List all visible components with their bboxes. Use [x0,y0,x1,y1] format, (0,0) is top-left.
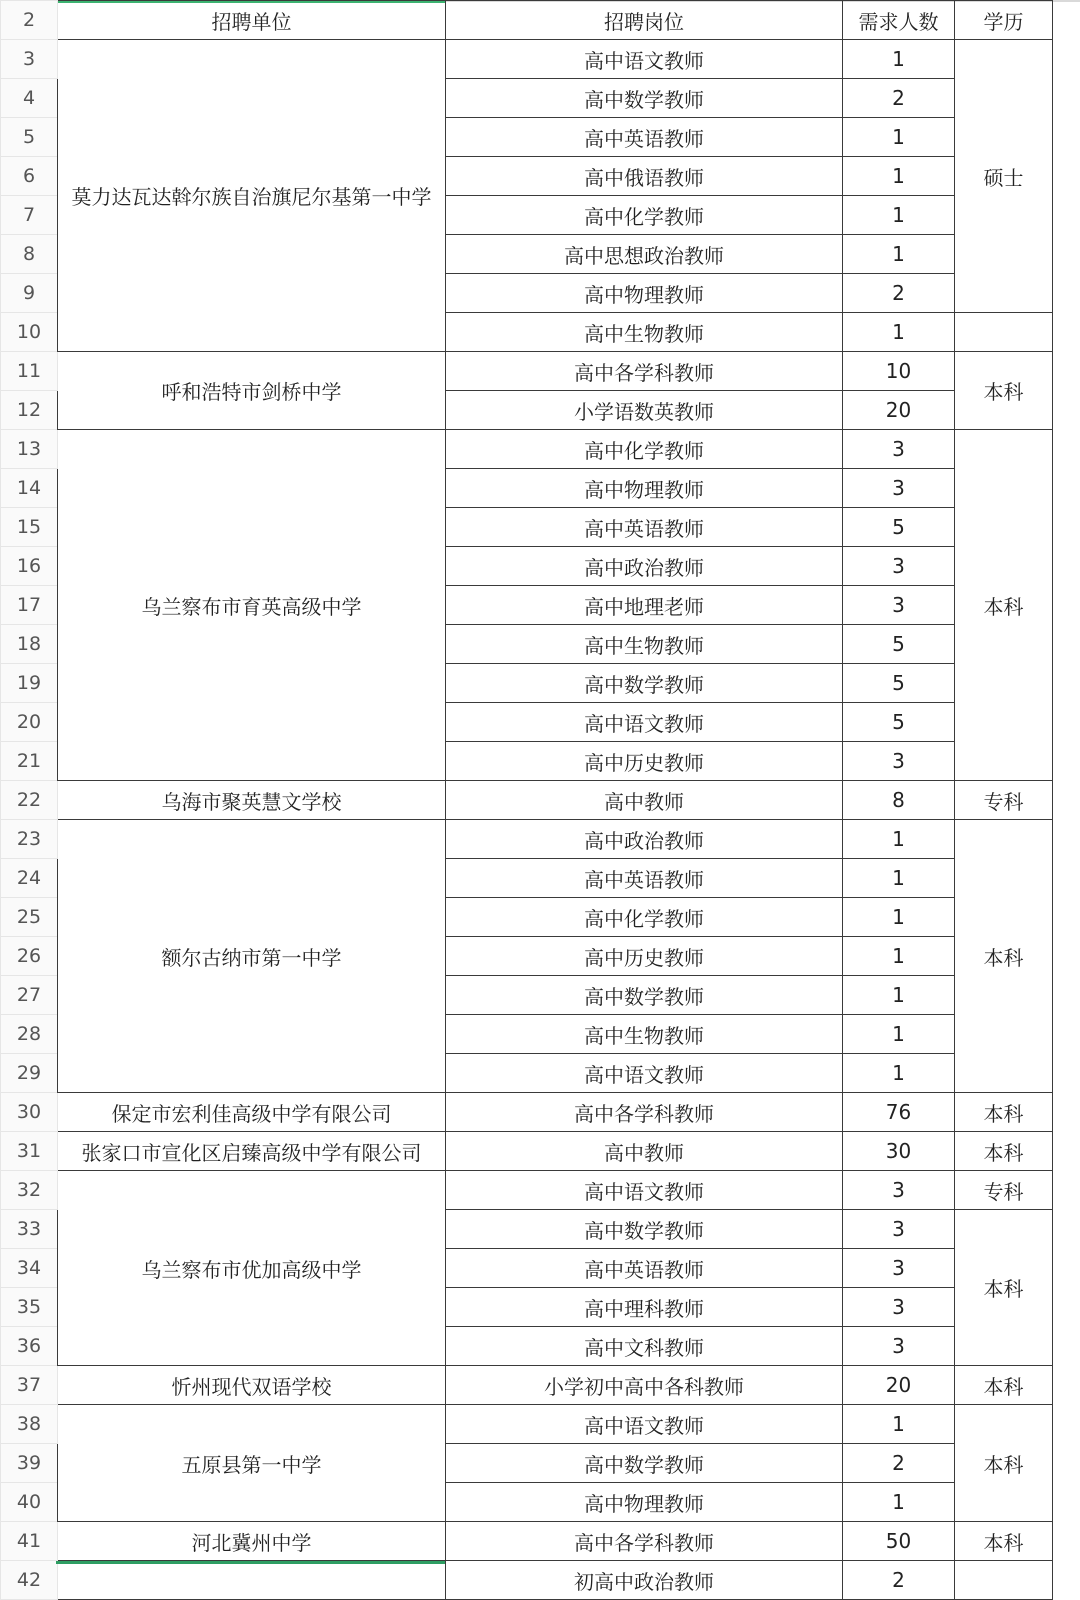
cell-count[interactable]: 1 [843,313,955,352]
cell-post[interactable]: 高中数学教师 [446,1444,843,1483]
cell-count[interactable]: 76 [843,1093,955,1132]
row-number[interactable]: 24 [1,859,58,898]
table-row [1,1561,1053,1600]
cell-post[interactable]: 高中历史教师 [446,742,843,781]
row-number[interactable]: 5 [1,118,58,157]
cell-edu[interactable]: 本科 [955,1093,1053,1132]
cell-count[interactable]: 10 [843,352,955,391]
table-row [1,781,1053,820]
cell-edu[interactable]: 专科 [955,781,1053,820]
cell-count[interactable]: 1 [843,859,955,898]
cell-post[interactable]: 高中各学科教师 [446,1522,843,1561]
cell-post[interactable]: 高中文科教师 [446,1327,843,1366]
cell-count[interactable]: 1 [843,1015,955,1054]
row-number[interactable]: 21 [1,742,58,781]
cell-count[interactable]: 3 [843,1249,955,1288]
cell-post[interactable]: 高中数学教师 [446,1210,843,1249]
cell-post[interactable]: 高中物理教师 [446,1483,843,1522]
cell-post[interactable]: 高中历史教师 [446,937,843,976]
cell-post[interactable]: 高中化学教师 [446,196,843,235]
cell-edu[interactable] [955,1561,1053,1600]
cell-unit[interactable]: 乌海市聚英慧文学校 [58,781,446,820]
row-number[interactable]: 18 [1,625,58,664]
row-number[interactable]: 34 [1,1249,58,1288]
cell-edu[interactable]: 本科 [955,352,1053,430]
cell-count[interactable]: 20 [843,391,955,430]
row-number[interactable]: 23 [1,820,58,859]
row-number[interactable]: 32 [1,1171,58,1210]
cell-count[interactable]: 1 [843,976,955,1015]
cell-count[interactable]: 1 [843,235,955,274]
table-row [1,1405,1053,1444]
cell-count[interactable]: 2 [843,1444,955,1483]
row-number[interactable]: 7 [1,196,58,235]
cell-post[interactable]: 高中思想政治教师 [446,235,843,274]
cell-post[interactable]: 高中政治教师 [446,820,843,859]
cell-count[interactable]: 5 [843,508,955,547]
table-row [1,1366,1053,1405]
cell-unit[interactable]: 五原县第一中学 [58,1405,446,1522]
row-number[interactable]: 36 [1,1327,58,1366]
cell-post[interactable]: 高中英语教师 [446,1249,843,1288]
cell-post[interactable]: 高中各学科教师 [446,1093,843,1132]
cell-count[interactable]: 3 [843,469,955,508]
cell-post[interactable]: 高中数学教师 [446,664,843,703]
cell-post[interactable]: 高中数学教师 [446,976,843,1015]
cell-count[interactable]: 5 [843,703,955,742]
row-number[interactable]: 6 [1,157,58,196]
cell-count[interactable]: 1 [843,40,955,79]
cell-post[interactable]: 高中各学科教师 [446,352,843,391]
cell-post[interactable]: 高中语文教师 [446,1171,843,1210]
table-row [1,820,1053,859]
row-number[interactable]: 2 [1,1,58,40]
row-number[interactable]: 39 [1,1444,58,1483]
row-number[interactable]: 20 [1,703,58,742]
cell-post[interactable]: 高中英语教师 [446,859,843,898]
cell-count[interactable]: 3 [843,742,955,781]
cell-unit[interactable]: 保定市宏利佳高级中学有限公司 [58,1093,446,1132]
cell-edu[interactable]: 本科 [955,820,1053,1093]
cell-count[interactable]: 2 [843,274,955,313]
row-number[interactable]: 33 [1,1210,58,1249]
cell-unit[interactable]: 莫力达瓦达斡尔族自治旗尼尔基第一中学 [58,40,446,352]
row-number[interactable]: 22 [1,781,58,820]
cell-post[interactable]: 高中生物教师 [446,1015,843,1054]
row-number[interactable]: 9 [1,274,58,313]
cell-unit[interactable] [58,1561,446,1600]
row-number[interactable]: 42 [1,1561,58,1600]
cell-edu[interactable]: 本科 [955,1132,1053,1171]
cell-count[interactable]: 1 [843,898,955,937]
cell-post[interactable]: 高中语文教师 [446,40,843,79]
cell-post[interactable]: 高中语文教师 [446,703,843,742]
cell-count[interactable]: 8 [843,781,955,820]
cell-post[interactable]: 高中英语教师 [446,508,843,547]
cell-post[interactable]: 高中教师 [446,781,843,820]
cell-post[interactable]: 小学语数英教师 [446,391,843,430]
cell-post[interactable]: 高中地理老师 [446,586,843,625]
cell-post[interactable]: 高中教师 [446,1132,843,1171]
cell-count[interactable]: 5 [843,625,955,664]
row-number[interactable]: 29 [1,1054,58,1093]
table-row [1,1093,1053,1132]
row-number[interactable]: 13 [1,430,58,469]
cell-unit[interactable]: 乌兰察布市育英高级中学 [58,430,446,781]
cell-count[interactable]: 1 [843,820,955,859]
table-row [1,1132,1053,1171]
row-number[interactable]: 14 [1,469,58,508]
cell-edu[interactable]: 本科 [955,1210,1053,1366]
cell-post[interactable]: 高中数学教师 [446,79,843,118]
row-number[interactable]: 15 [1,508,58,547]
cell-post[interactable]: 高中化学教师 [446,430,843,469]
header-cell-count[interactable]: 需求人数 [843,1,955,40]
table-row [1,1171,1053,1210]
cell-count[interactable]: 1 [843,1483,955,1522]
cell-post[interactable]: 高中理科教师 [446,1288,843,1327]
cell-post[interactable]: 高中语文教师 [446,1405,843,1444]
table-row [1,1522,1053,1561]
row-number[interactable]: 10 [1,313,58,352]
table-row [1,430,1053,469]
cell-count[interactable]: 3 [843,1210,955,1249]
cell-unit[interactable]: 张家口市宣化区启臻高级中学有限公司 [58,1132,446,1171]
table-row [1,352,1053,391]
row-number[interactable]: 38 [1,1405,58,1444]
row-number[interactable]: 31 [1,1132,58,1171]
cell-edu[interactable]: 本科 [955,1405,1053,1522]
cell-post[interactable]: 高中生物教师 [446,313,843,352]
cell-edu[interactable]: 本科 [955,430,1053,781]
row-number[interactable]: 8 [1,235,58,274]
row-number[interactable]: 35 [1,1288,58,1327]
header-row [1,1,1053,40]
cell-count[interactable]: 1 [843,1405,955,1444]
table-row [1,40,1053,79]
cell-unit[interactable]: 乌兰察布市优加高级中学 [58,1171,446,1366]
header-cell-post[interactable]: 招聘岗位 [446,1,843,40]
cell-post[interactable]: 高中物理教师 [446,274,843,313]
cell-post[interactable]: 高中化学教师 [446,898,843,937]
cell-count[interactable]: 1 [843,196,955,235]
cell-post[interactable]: 高中生物教师 [446,625,843,664]
cell-count[interactable]: 3 [843,430,955,469]
cell-count[interactable]: 3 [843,1288,955,1327]
header-cell-unit[interactable]: 招聘单位 [58,1,446,40]
cell-count[interactable]: 1 [843,118,955,157]
row-number[interactable]: 37 [1,1366,58,1405]
cell-count[interactable]: 1 [843,937,955,976]
row-number[interactable]: 27 [1,976,58,1015]
cell-unit[interactable]: 额尔古纳市第一中学 [58,820,446,1093]
cell-post[interactable]: 高中英语教师 [446,118,843,157]
row-number[interactable]: 11 [1,352,58,391]
row-number[interactable]: 16 [1,547,58,586]
cell-unit[interactable]: 河北冀州中学 [58,1522,446,1561]
header-cell-edu[interactable]: 学历 [955,1,1053,40]
cell-unit[interactable]: 呼和浩特市剑桥中学 [58,352,446,430]
cell-count[interactable]: 20 [843,1366,955,1405]
cell-post[interactable]: 高中政治教师 [446,547,843,586]
cell-count[interactable]: 50 [843,1522,955,1561]
row-number[interactable]: 4 [1,79,58,118]
cell-edu[interactable]: 本科 [955,1522,1053,1561]
cell-post[interactable]: 小学初中高中各科教师 [446,1366,843,1405]
cell-edu[interactable]: 专科 [955,1171,1053,1210]
row-number[interactable]: 3 [1,40,58,79]
cell-count[interactable]: 1 [843,157,955,196]
cell-post[interactable]: 高中物理教师 [446,469,843,508]
cell-count[interactable]: 3 [843,1327,955,1366]
cell-count[interactable]: 3 [843,1171,955,1210]
selection-border-bottom [56,1561,445,1564]
cell-count[interactable]: 2 [843,79,955,118]
cell-edu[interactable]: 硕士 [955,40,1053,313]
row-number[interactable]: 26 [1,937,58,976]
row-number[interactable]: 28 [1,1015,58,1054]
row-number[interactable]: 17 [1,586,58,625]
cell-count[interactable]: 30 [843,1132,955,1171]
cell-count[interactable]: 3 [843,586,955,625]
row-number[interactable]: 40 [1,1483,58,1522]
cell-edu[interactable] [955,313,1053,352]
cell-count[interactable]: 2 [843,1561,955,1600]
cell-post[interactable]: 高中语文教师 [446,1054,843,1093]
row-number[interactable]: 19 [1,664,58,703]
row-number[interactable]: 30 [1,1093,58,1132]
cell-post[interactable]: 高中俄语教师 [446,157,843,196]
row-number[interactable]: 41 [1,1522,58,1561]
cell-count[interactable]: 5 [843,664,955,703]
cell-post[interactable]: 初高中政治教师 [446,1561,843,1600]
cell-count[interactable]: 1 [843,1054,955,1093]
cell-unit[interactable]: 忻州现代双语学校 [58,1366,446,1405]
row-number[interactable]: 25 [1,898,58,937]
row-number[interactable]: 12 [1,391,58,430]
cell-edu[interactable]: 本科 [955,1366,1053,1405]
cell-count[interactable]: 3 [843,547,955,586]
